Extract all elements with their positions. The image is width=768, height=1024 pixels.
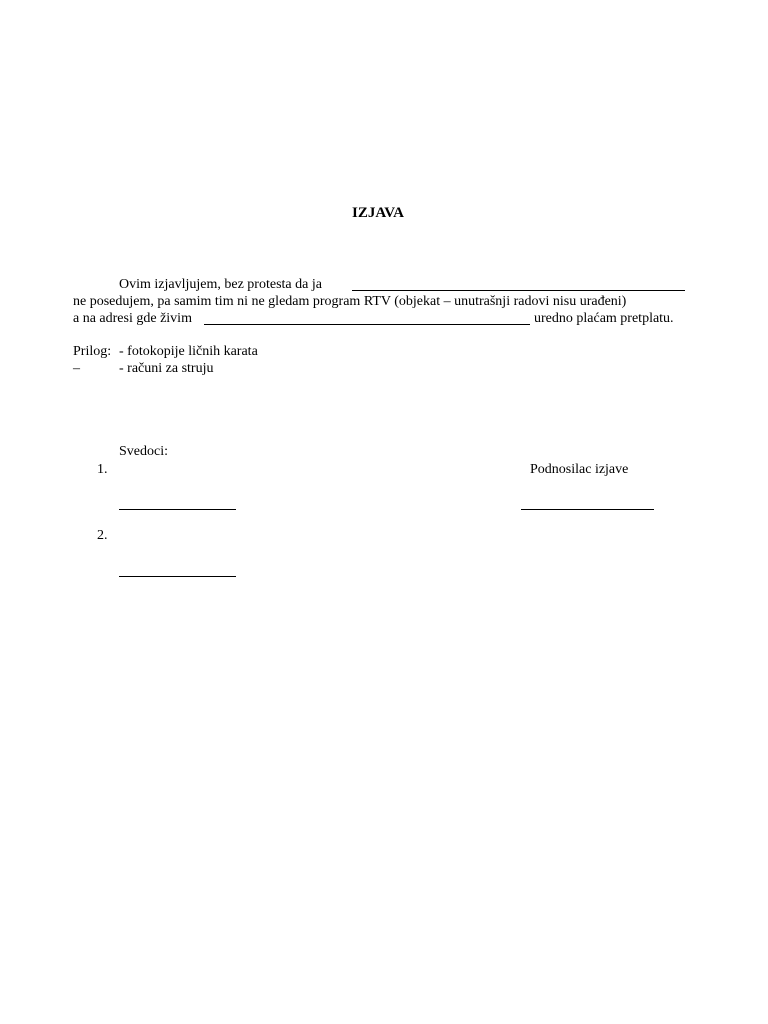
address-blank-line	[204, 324, 530, 325]
applicant-label: Podnosilac izjave	[530, 462, 629, 477]
applicant-signature-line	[521, 509, 654, 510]
witness-2-signature-line	[119, 576, 236, 577]
attachment-item-1: - fotokopije ličnih karata	[119, 344, 258, 359]
witness-number-1: 1.	[97, 462, 108, 477]
attachments-label: Prilog:	[73, 344, 112, 359]
name-blank-line	[352, 290, 685, 291]
paragraph-line-1: Ovim izjavljujem, bez protesta da ja	[119, 277, 322, 292]
document-title: IZJAVA	[352, 205, 404, 221]
witnesses-label: Svedoci:	[119, 444, 168, 459]
attachment-marker-2: –	[73, 361, 80, 376]
witness-1-signature-line	[119, 509, 236, 510]
paragraph-line-3-start: a na adresi gde živim	[73, 311, 192, 326]
witness-number-2: 2.	[97, 528, 108, 543]
attachment-item-2: - računi za struju	[119, 361, 214, 376]
paragraph-line-2: ne posedujem, pa samim tim ni ne gledam program RTV (objekat – unutrašnji radovi nisu urađeni)	[73, 294, 627, 309]
paragraph-line-3-end: uredno plaćam pretplatu.	[534, 311, 674, 326]
